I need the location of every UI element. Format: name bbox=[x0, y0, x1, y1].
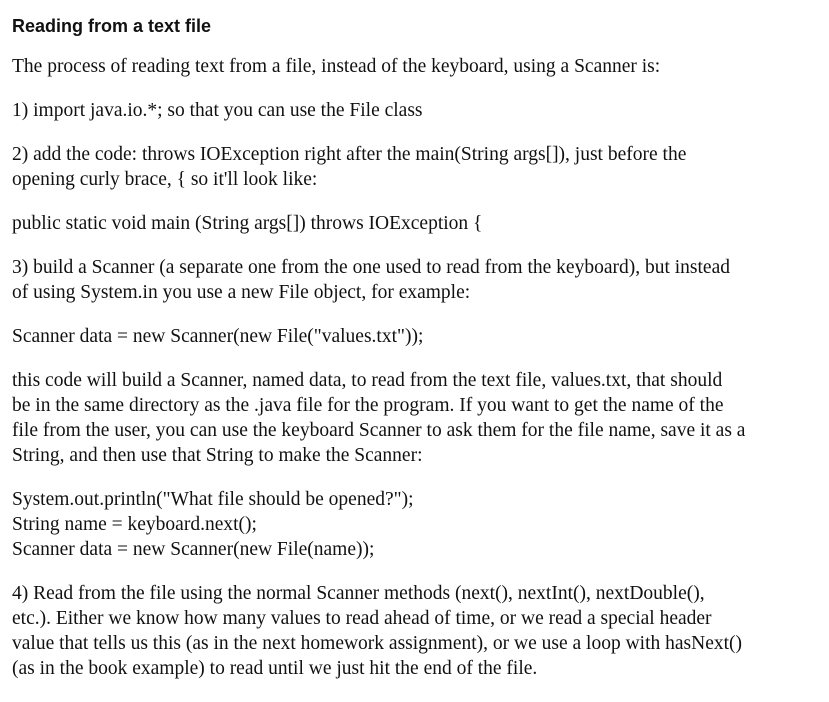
text-line: be in the same directory as the .java file for the program. If you want to get the name of the bbox=[12, 395, 724, 416]
page-title: Reading from a text file bbox=[12, 16, 212, 36]
text-line: 4) Read from the file using the normal Scanner methods (next(), nextInt(), nextDouble(), bbox=[12, 583, 705, 604]
step-1-paragraph bbox=[12, 98, 817, 123]
text-line: 2) add the code: throws IOException right after the main(String args[]), just before the bbox=[12, 144, 687, 165]
main-signature-code bbox=[12, 211, 817, 236]
text-line: etc.). Either we know how many values to read ahead of time, or we read a special header bbox=[12, 608, 712, 629]
scanner-file-code bbox=[12, 324, 817, 349]
code-line: Scanner data = new Scanner(new File(name)); bbox=[12, 539, 375, 560]
text-line: file from the user, you can use the keyboard Scanner to ask them for the file name, save it as a bbox=[12, 420, 746, 441]
step-3-paragraph bbox=[12, 255, 817, 305]
text-line: opening curly brace, { so it'll look like: bbox=[12, 169, 318, 190]
text-line: of using System.in you use a new File object, for example: bbox=[12, 282, 471, 303]
text-line: 1) import java.io.*; so that you can use the File class bbox=[12, 100, 423, 121]
code-line: public static void main (String args[]) throws IOException { bbox=[12, 213, 483, 234]
code-line: String name = keyboard.next(); bbox=[12, 514, 257, 535]
user-filename-code bbox=[12, 487, 817, 562]
code-line: Scanner data = new Scanner(new File("values.txt")); bbox=[12, 326, 424, 347]
intro-paragraph bbox=[12, 54, 817, 79]
text-line: String, and then use that String to make the Scanner: bbox=[12, 445, 423, 466]
text-line: (as in the book example) to read until we just hit the end of the file. bbox=[12, 658, 538, 679]
code-line: System.out.println("What file should be opened?"); bbox=[12, 489, 414, 510]
explanation-paragraph bbox=[12, 368, 817, 468]
step-4-paragraph bbox=[12, 581, 817, 681]
step-2-paragraph bbox=[12, 142, 817, 192]
text-line: value that tells us this (as in the next homework assignment), or we use a loop with hasNext() bbox=[12, 633, 743, 654]
text-line: The process of reading text from a file, instead of the keyboard, using a Scanner is: bbox=[12, 56, 661, 77]
text-line: 3) build a Scanner (a separate one from the one used to read from the keyboard), but instead bbox=[12, 257, 730, 278]
text-line: this code will build a Scanner, named data, to read from the text file, values.txt, that should bbox=[12, 370, 723, 391]
